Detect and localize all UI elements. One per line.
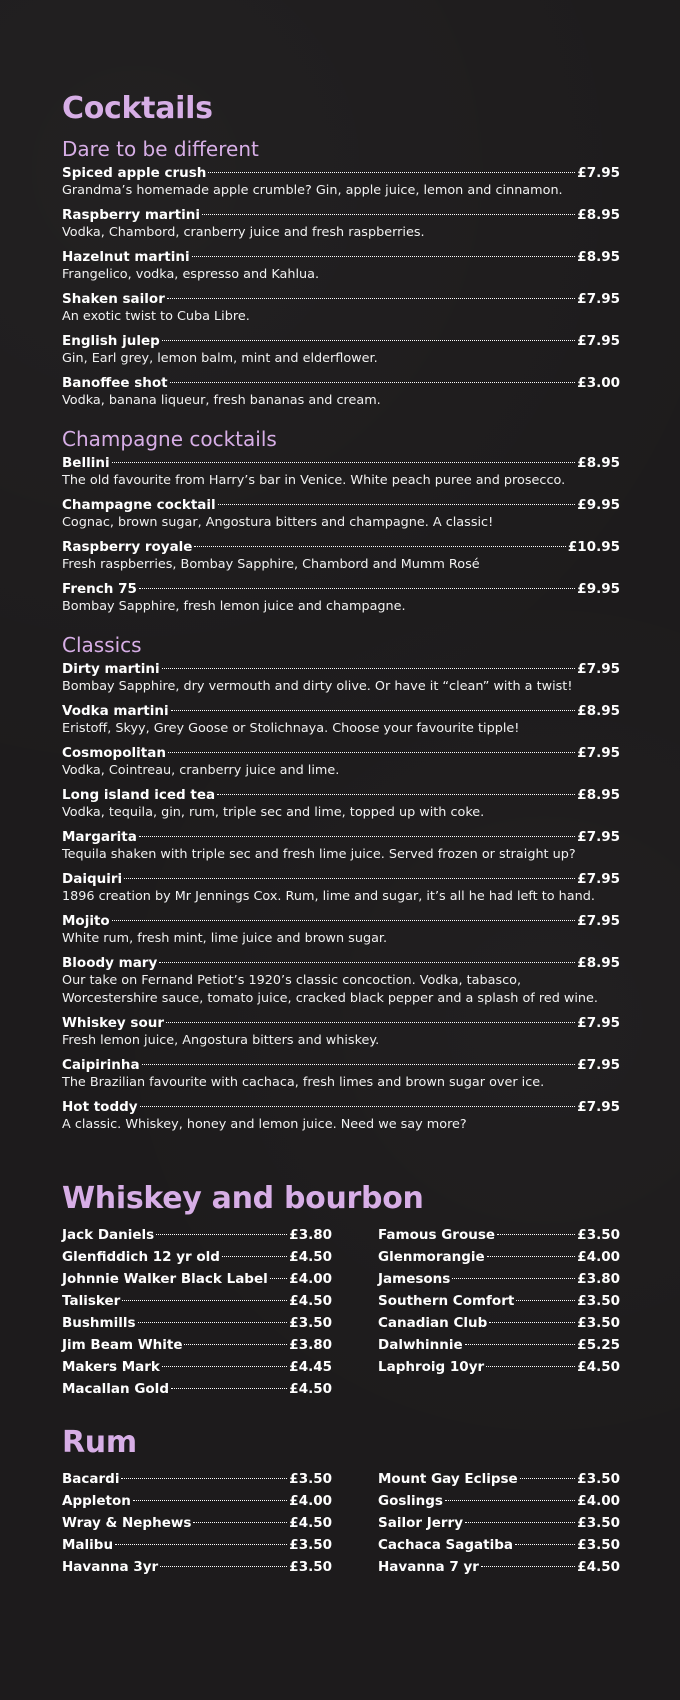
section-title: Champagne cocktails xyxy=(62,427,277,451)
menu-item xyxy=(62,496,620,532)
menu-item xyxy=(62,1056,620,1092)
dot-leader xyxy=(133,1499,287,1501)
spirit-row xyxy=(378,1356,620,1378)
item-description: White rum, fresh mint, lime juice and brown sugar. xyxy=(62,931,388,946)
spirit-row xyxy=(378,1334,620,1356)
item-price: £7.95 xyxy=(577,165,620,181)
spirit-row xyxy=(378,1468,620,1490)
item-row xyxy=(62,206,620,224)
menu-section xyxy=(62,134,680,410)
spirit-name: Appleton xyxy=(62,1493,131,1509)
item-row xyxy=(62,1098,620,1116)
menu-item xyxy=(62,786,620,822)
item-description: Our take on Fernand Petiot’s 1920’s classic concoction. Vodka, tabasco, xyxy=(62,973,522,988)
menu-item xyxy=(62,454,620,490)
spirit-row xyxy=(378,1290,620,1312)
spirit-name: Famous Grouse xyxy=(378,1227,496,1243)
dot-leader xyxy=(140,1105,576,1107)
spirit-price: £4.00 xyxy=(577,1249,620,1265)
spirit-name: Mount Gay Eclipse xyxy=(378,1471,518,1487)
spirit-price: £3.50 xyxy=(577,1471,620,1487)
spirit-price: £4.00 xyxy=(289,1271,332,1287)
item-name: Bellini xyxy=(62,455,110,471)
item-description: Vodka, tequila, gin, rum, triple sec and lime, topped up with coke. xyxy=(62,805,485,820)
menu-item xyxy=(62,660,620,696)
spirit-price: £3.50 xyxy=(577,1537,620,1553)
spirit-name: Goslings xyxy=(378,1493,443,1509)
spirit-row xyxy=(62,1268,332,1290)
item-name: Mojito xyxy=(62,913,110,929)
dot-leader xyxy=(515,1543,575,1545)
item-description: Vodka, Cointreau, cranberry juice and lime. xyxy=(62,763,340,778)
dot-leader xyxy=(516,1299,575,1301)
spirit-name: Johnnie Walker Black Label xyxy=(62,1271,268,1287)
item-description: Tequila shaken with triple sec and fresh lime juice. Served frozen or straight up? xyxy=(62,847,576,862)
item-price: £8.95 xyxy=(577,955,620,971)
spirit-price: £3.50 xyxy=(289,1315,332,1331)
whiskey-section xyxy=(62,1178,680,1400)
dot-leader xyxy=(121,1477,287,1479)
dot-leader xyxy=(168,751,575,753)
item-description: Eristoff, Skyy, Grey Goose or Stolichnaya. Choose your favourite tipple! xyxy=(62,721,520,736)
spirit-price: £3.80 xyxy=(289,1337,332,1353)
dot-leader xyxy=(497,1233,575,1235)
dot-leader xyxy=(122,1299,287,1301)
item-row xyxy=(62,828,620,846)
item-price: £7.95 xyxy=(577,333,620,349)
spirit-name: Canadian Club xyxy=(378,1315,488,1331)
spirit-row xyxy=(378,1556,620,1578)
spirit-price: £4.45 xyxy=(289,1359,332,1375)
item-row xyxy=(62,870,620,888)
spirit-name: Laphroig 10yr xyxy=(378,1359,485,1375)
cocktail-sections xyxy=(62,134,680,1134)
spirit-price: £4.50 xyxy=(289,1293,332,1309)
spirit-name: Southern Comfort xyxy=(378,1293,515,1309)
menu-item xyxy=(62,870,620,906)
menu-section xyxy=(62,424,680,616)
spirit-name: Havanna 7 yr xyxy=(378,1559,479,1575)
dot-leader xyxy=(139,587,575,589)
item-description: Vodka, banana liqueur, fresh bananas and cream. xyxy=(62,393,381,408)
item-description: 1896 creation by Mr Jennings Cox. Rum, lime and sugar, it’s all he had left to hand. xyxy=(62,889,595,904)
spirit-price: £4.50 xyxy=(289,1381,332,1397)
spirit-row xyxy=(62,1224,332,1246)
item-price: £8.95 xyxy=(577,787,620,803)
dot-leader xyxy=(452,1277,575,1279)
menu-item xyxy=(62,744,620,780)
menu-item xyxy=(62,912,620,948)
dot-leader xyxy=(445,1499,575,1501)
item-name: Long island iced tea xyxy=(62,787,216,803)
spirit-name: Sailor Jerry xyxy=(378,1515,464,1531)
whiskey-columns xyxy=(62,1224,620,1400)
item-name: Hazelnut martini xyxy=(62,249,190,265)
dot-leader xyxy=(162,1365,287,1367)
dot-leader xyxy=(202,213,575,215)
item-description: Worcestershire sauce, tomato juice, cracked black pepper and a splash of red wine. xyxy=(62,991,598,1006)
dot-leader xyxy=(170,381,576,383)
item-price: £7.95 xyxy=(577,1099,620,1115)
item-price: £3.00 xyxy=(577,375,620,391)
item-price: £7.95 xyxy=(577,291,620,307)
spirit-row xyxy=(62,1468,332,1490)
spirit-name: Glenmorangie xyxy=(378,1249,485,1265)
spirit-price: £3.50 xyxy=(577,1227,620,1243)
item-name: Champagne cocktail xyxy=(62,497,216,513)
item-name: Raspberry martini xyxy=(62,207,200,223)
spirit-name: Jack Daniels xyxy=(62,1227,155,1243)
rum-title: Rum xyxy=(62,1425,137,1460)
dot-leader xyxy=(222,1255,287,1257)
spirit-name: Wray & Nephews xyxy=(62,1515,192,1531)
whiskey-left-column xyxy=(62,1224,332,1400)
item-row xyxy=(62,660,620,678)
item-row xyxy=(62,248,620,266)
whiskey-right-column xyxy=(378,1224,620,1400)
spirit-price: £3.50 xyxy=(289,1537,332,1553)
menu-item xyxy=(62,1098,620,1134)
item-row xyxy=(62,1056,620,1074)
item-price: £8.95 xyxy=(577,249,620,265)
item-row xyxy=(62,912,620,930)
item-price: £7.95 xyxy=(577,913,620,929)
item-row xyxy=(62,374,620,392)
item-name: Cosmopolitan xyxy=(62,745,166,761)
dot-leader xyxy=(159,961,575,963)
spirit-price: £3.80 xyxy=(577,1271,620,1287)
item-price: £7.95 xyxy=(577,871,620,887)
dot-leader xyxy=(166,1021,575,1023)
dot-leader xyxy=(465,1343,576,1345)
item-price: £9.95 xyxy=(577,497,620,513)
item-row xyxy=(62,786,620,804)
dot-leader xyxy=(115,1543,287,1545)
spirit-price: £3.50 xyxy=(577,1315,620,1331)
dot-leader xyxy=(208,171,575,173)
item-name: English julep xyxy=(62,333,160,349)
menu-item xyxy=(62,580,620,616)
spirit-price: £3.50 xyxy=(289,1471,332,1487)
section-title: Dare to be different xyxy=(62,137,259,161)
spirit-row xyxy=(62,1512,332,1534)
item-description: Grandma’s homemade apple crumble? Gin, apple juice, lemon and cinnamon. xyxy=(62,183,563,198)
cocktails-title: Cocktails xyxy=(62,91,213,126)
menu-item xyxy=(62,290,620,326)
section-title: Classics xyxy=(62,633,142,657)
spirit-row xyxy=(62,1534,332,1556)
dot-leader xyxy=(520,1477,576,1479)
spirit-name: Bushmills xyxy=(62,1315,136,1331)
spirit-row xyxy=(62,1378,332,1400)
spirit-name: Glenfiddich 12 yr old xyxy=(62,1249,220,1265)
spirit-price: £5.25 xyxy=(577,1337,620,1353)
dot-leader xyxy=(218,503,576,505)
cocktails-menu xyxy=(62,88,680,1134)
spirit-row xyxy=(378,1490,620,1512)
spirit-price: £3.50 xyxy=(577,1293,620,1309)
spirit-row xyxy=(378,1534,620,1556)
item-price: £9.95 xyxy=(577,581,620,597)
menu-section xyxy=(62,630,680,1134)
spirit-name: Malibu xyxy=(62,1537,114,1553)
spirit-row xyxy=(62,1356,332,1378)
item-row xyxy=(62,496,620,514)
dot-leader xyxy=(193,1521,287,1523)
dot-leader xyxy=(481,1565,575,1567)
spirit-name: Havanna 3yr xyxy=(62,1559,159,1575)
menu-item xyxy=(62,702,620,738)
item-name: Margarita xyxy=(62,829,137,845)
spirit-name: Makers Mark xyxy=(62,1359,160,1375)
spirit-name: Dalwhinnie xyxy=(378,1337,463,1353)
dot-leader xyxy=(489,1321,575,1323)
menu-item xyxy=(62,954,620,1008)
spirit-row xyxy=(378,1312,620,1334)
spirit-price: £4.50 xyxy=(289,1249,332,1265)
item-description: Bombay Sapphire, fresh lemon juice and champagne. xyxy=(62,599,406,614)
spirit-name: Talisker xyxy=(62,1293,121,1309)
item-price: £7.95 xyxy=(577,661,620,677)
menu-item xyxy=(62,538,620,574)
dot-leader xyxy=(194,545,565,547)
item-row xyxy=(62,164,620,182)
dot-leader xyxy=(139,835,575,837)
item-description: Fresh lemon juice, Angostura bitters and whiskey. xyxy=(62,1033,380,1048)
spirit-row xyxy=(378,1268,620,1290)
spirit-row xyxy=(62,1246,332,1268)
spirit-row xyxy=(62,1334,332,1356)
dot-leader xyxy=(112,919,576,921)
dot-leader xyxy=(217,793,575,795)
item-description: Frangelico, vodka, espresso and Kahlua. xyxy=(62,267,320,282)
item-price: £7.95 xyxy=(577,745,620,761)
spirit-price: £4.50 xyxy=(577,1559,620,1575)
item-price: £8.95 xyxy=(577,703,620,719)
item-description: Gin, Earl grey, lemon balm, mint and elderflower. xyxy=(62,351,378,366)
dot-leader xyxy=(486,1365,575,1367)
rum-right-column xyxy=(378,1468,620,1578)
spirit-price: £4.50 xyxy=(289,1515,332,1531)
dot-leader xyxy=(167,297,575,299)
spirit-name: Macallan Gold xyxy=(62,1381,169,1397)
item-row xyxy=(62,290,620,308)
item-description: Vodka, Chambord, cranberry juice and fresh raspberries. xyxy=(62,225,425,240)
spirit-row xyxy=(62,1556,332,1578)
spirit-price: £4.00 xyxy=(289,1493,332,1509)
menu-item xyxy=(62,828,620,864)
spirit-row xyxy=(378,1246,620,1268)
dot-leader xyxy=(465,1521,575,1523)
menu-item xyxy=(62,248,620,284)
item-name: Bloody mary xyxy=(62,955,158,971)
dot-leader xyxy=(138,1321,288,1323)
rum-left-column xyxy=(62,1468,332,1578)
dot-leader xyxy=(171,1387,287,1389)
spirit-row xyxy=(378,1512,620,1534)
rum-columns xyxy=(62,1468,620,1578)
item-price: £7.95 xyxy=(577,1057,620,1073)
spirit-name: Cachaca Sagatiba xyxy=(378,1537,514,1553)
menu-item xyxy=(62,332,620,368)
dot-leader xyxy=(270,1277,288,1279)
dot-leader xyxy=(171,709,576,711)
spirit-name: Bacardi xyxy=(62,1471,120,1487)
item-price: £8.95 xyxy=(577,207,620,223)
item-description: Cognac, brown sugar, Angostura bitters and champagne. A classic! xyxy=(62,515,494,530)
item-name: Daiquiri xyxy=(62,871,123,887)
item-price: £7.95 xyxy=(577,1015,620,1031)
item-description: Bombay Sapphire, dry vermouth and dirty olive. Or have it “clean” with a twist! xyxy=(62,679,573,694)
item-price: £8.95 xyxy=(577,455,620,471)
dot-leader xyxy=(162,667,576,669)
item-name: Caipirinha xyxy=(62,1057,140,1073)
item-description: A classic. Whiskey, honey and lemon juice. Need we say more? xyxy=(62,1117,467,1132)
item-description: Fresh raspberries, Bombay Sapphire, Chambord and Mumm Rosé xyxy=(62,557,480,572)
spirit-row xyxy=(62,1312,332,1334)
spirit-row xyxy=(378,1224,620,1246)
item-description: The old favourite from Harry’s bar in Venice. White peach puree and prosecco. xyxy=(62,473,566,488)
rum-section xyxy=(62,1422,680,1578)
item-row xyxy=(62,580,620,598)
spirit-row xyxy=(62,1490,332,1512)
item-description: An exotic twist to Cuba Libre. xyxy=(62,309,250,324)
item-name: Spiced apple crush xyxy=(62,165,207,181)
dot-leader xyxy=(160,1565,287,1567)
item-price: £7.95 xyxy=(577,829,620,845)
spirit-name: Jim Beam White xyxy=(62,1337,183,1353)
dot-leader xyxy=(162,339,576,341)
item-name: Shaken sailor xyxy=(62,291,165,307)
item-name: Banoffee shot xyxy=(62,375,168,391)
dot-leader xyxy=(142,1063,576,1065)
dot-leader xyxy=(487,1255,576,1257)
menu-item xyxy=(62,164,620,200)
item-row xyxy=(62,332,620,350)
item-name: Vodka martini xyxy=(62,703,169,719)
dot-leader xyxy=(156,1233,287,1235)
spirit-price: £4.50 xyxy=(577,1359,620,1375)
item-name: Raspberry royale xyxy=(62,539,193,555)
whiskey-title: Whiskey and bourbon xyxy=(62,1181,424,1216)
spirit-price: £3.80 xyxy=(289,1227,332,1243)
item-name: Whiskey sour xyxy=(62,1015,165,1031)
item-name: Hot toddy xyxy=(62,1099,138,1115)
spirit-price: £3.50 xyxy=(289,1559,332,1575)
item-row xyxy=(62,1014,620,1032)
menu-item xyxy=(62,206,620,242)
item-row xyxy=(62,954,620,972)
item-name: Dirty martini xyxy=(62,661,160,677)
item-description: The Brazilian favourite with cachaca, fresh limes and brown sugar over ice. xyxy=(62,1075,545,1090)
spirit-price: £4.00 xyxy=(577,1493,620,1509)
spirit-name: Jamesons xyxy=(378,1271,451,1287)
dot-leader xyxy=(184,1343,287,1345)
item-row xyxy=(62,538,620,556)
item-price: £10.95 xyxy=(567,539,620,555)
menu-item xyxy=(62,1014,620,1050)
dot-leader xyxy=(124,877,575,879)
dot-leader xyxy=(112,461,576,463)
spirit-row xyxy=(62,1290,332,1312)
dot-leader xyxy=(192,255,576,257)
menu-item xyxy=(62,374,620,410)
item-row xyxy=(62,702,620,720)
item-row xyxy=(62,744,620,762)
item-row xyxy=(62,454,620,472)
spirit-price: £3.50 xyxy=(577,1515,620,1531)
item-name: French 75 xyxy=(62,581,137,597)
